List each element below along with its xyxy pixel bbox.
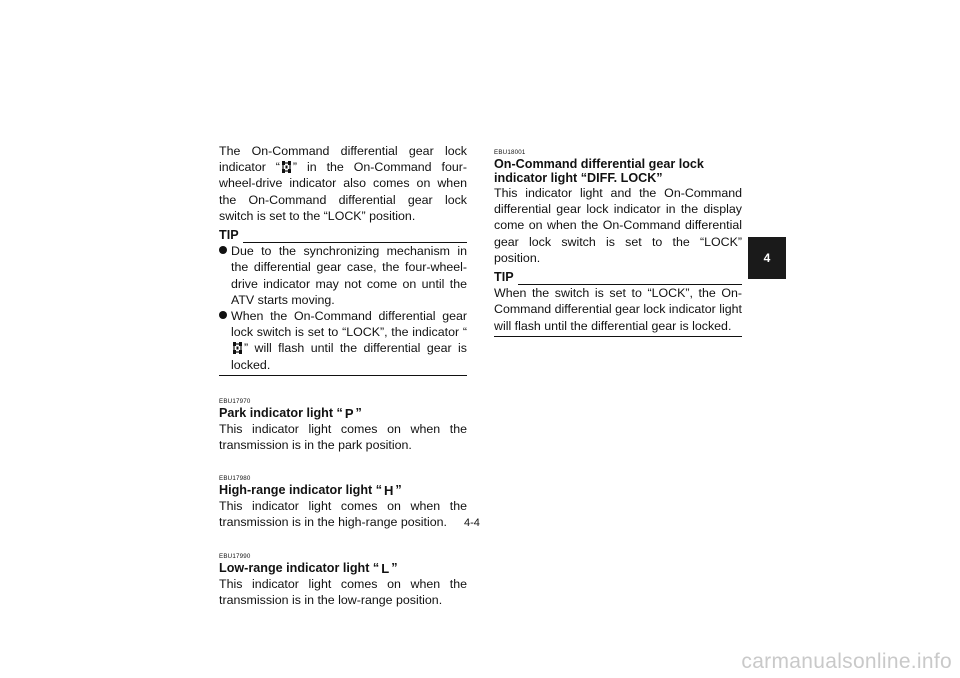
section-code: EBU17970 [219,397,251,405]
section-title: Low-range indicator light “ L ” [219,560,398,576]
tip-bullet: When the On-Command differential gear lock switch is set to “LOCK”, the indicator “” will flash until the differential gear is locked. [219,308,467,373]
park-symbol-icon: P [344,405,354,421]
section-high-range [219,475,467,530]
section-code: EBU17990 [219,552,251,560]
differential-lock-icon [233,342,242,354]
tip-header [494,269,742,285]
tip-header [219,227,467,243]
tip-rule [518,272,742,285]
tip-label: TIP [494,270,514,285]
section-body: This indicator light comes on when the transmission is in the low-range position. [219,576,467,607]
tip-text: When the switch is set to “LOCK”, the On-Command differential gear lock indicator light will flash until the differential gear is locked. [494,286,742,333]
section-title: Park indicator light “ P ” [219,405,362,421]
tip-bullet: Due to the synchronizing mechanism in the differential gear case, the four-wheel-drive indicator may not come on until the ATV starts moving. [219,243,467,308]
tip-box [219,227,467,376]
watermark: carmanualsonline.info [741,650,952,673]
high-range-symbol-icon: H [384,483,394,499]
section-code: EBU18001 [494,149,526,156]
section-park [219,398,467,453]
section-title: High-range indicator light “ H ” [219,483,402,499]
bullet-icon [219,311,227,319]
tip-end-rule [219,375,467,376]
tip-box [494,269,742,337]
intro-paragraph: The On-Command differential gear lock indicator “ ” in the On-Command four-wheel-drive indicator also comes on when the On-Command differential gear lock switch is set to the “LOCK” position. [219,144,467,223]
section-title: On-Command differential gear lock indicator light “DIFF. LOCK” [494,157,704,185]
section-low-range [219,553,467,608]
page-number: 4-4 [464,517,480,529]
section-body: This indicator light comes on when the transmission is in the park position. [219,421,467,453]
section-body: This indicator light and the On-Command differential gear lock indicator in the display come on when the On-Command differential gear lock switch is set to the “LOCK” position. [494,186,742,265]
bullet-icon [219,246,227,254]
chapter-tab: 4 [748,237,786,279]
section-code: EBU17980 [219,475,251,483]
differential-lock-icon [282,161,291,173]
right-column [494,143,742,337]
tip-rule [243,230,467,243]
tip-end-rule [494,336,742,337]
low-range-symbol-icon: L [381,560,390,576]
left-column [219,143,467,608]
tip-label: TIP [219,228,239,243]
section-body: This indicator light comes on when the transmission is in the high-range position. [219,499,467,530]
